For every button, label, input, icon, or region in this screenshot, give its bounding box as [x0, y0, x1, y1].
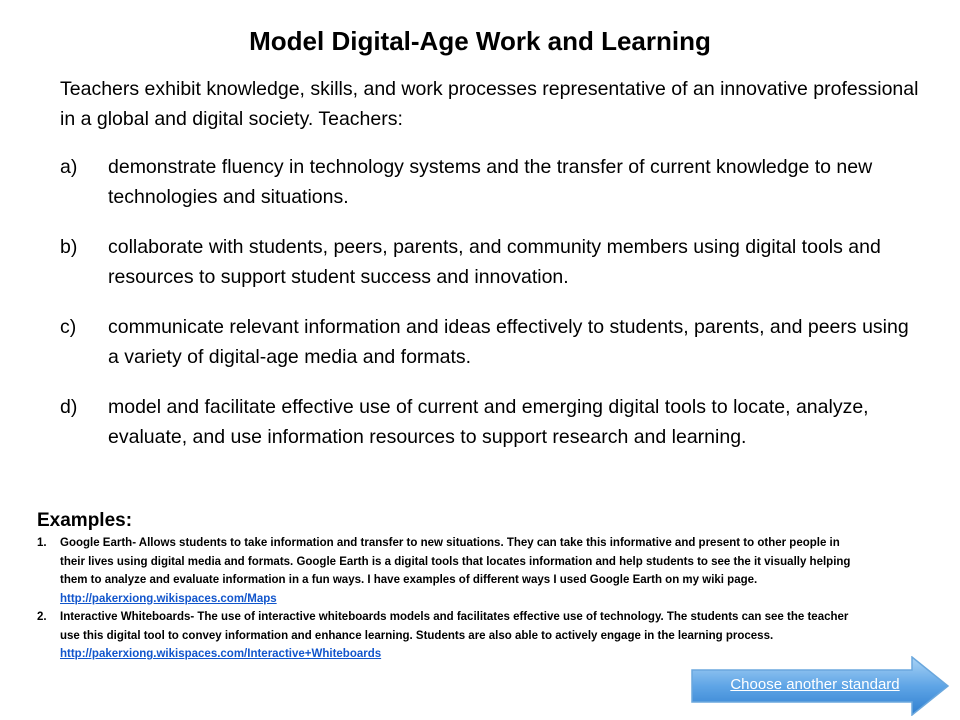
criterion-text: demonstrate fluency in technology systems and the transfer of current knowledge to new technologies and situations. — [108, 156, 873, 208]
example-number: 2. — [37, 611, 47, 623]
examples-section — [37, 508, 857, 664]
criterion-marker: c) — [60, 316, 77, 338]
intro-paragraph: Teachers exhibit knowledge, skills, and work processes representative of an innovative professional in a global and digital society. Teachers: — [60, 78, 919, 130]
example-link-maps[interactable]: http://pakerxiong.wikispaces.com/Maps — [60, 592, 277, 605]
criterion-text: communicate relevant information and ideas effectively to students, parents, and peers using a variety of digital-age media and formats. — [108, 316, 909, 368]
example-text: Interactive Whiteboards- The use of interactive whiteboards models and facilitates effective use of technology. The students can see the teacher use this digital tool to convey information and enhance learning. Students are also able to actively engage in the learning process. — [60, 611, 849, 642]
example-link-whiteboards[interactable]: http://pakerxiong.wikispaces.com/Interactive+Whiteboards — [60, 648, 382, 660]
slide-title: Model Digital-Age Work and Learning — [249, 26, 711, 56]
criterion-marker: a) — [60, 156, 78, 178]
choose-another-standard-button[interactable] — [690, 656, 950, 716]
example-text: Google Earth- Allows students to take information and transfer to new situations. They can take this informative and present to other people in their lives using digital media and formats. Google Earth is a digital tools that locates information and help students to see the it visually helping them to analyze and evaluate information in a fun ways. I have examples of different ways I used Google Earth on my wiki page. — [60, 537, 851, 586]
examples-heading: Examples: — [37, 510, 133, 531]
criterion-text: collaborate with students, peers, parents, and community members using digital tools and resources to support student success and innovation. — [108, 236, 881, 288]
criterion-item — [60, 312, 920, 372]
criterion-marker: b) — [60, 236, 78, 258]
example-item — [37, 534, 857, 608]
criterion-text: model and facilitate effective use of current and emerging digital tools to locate, analyze, evaluate, and use information resources to support research and learning. — [108, 396, 869, 448]
example-number: 1. — [37, 537, 47, 549]
nav-label: Choose another standard — [730, 676, 900, 693]
criterion-item — [60, 152, 920, 212]
criterion-item — [60, 232, 920, 292]
criterion-item — [60, 392, 920, 452]
criterion-marker: d) — [60, 396, 78, 418]
criteria-list — [60, 152, 920, 472]
